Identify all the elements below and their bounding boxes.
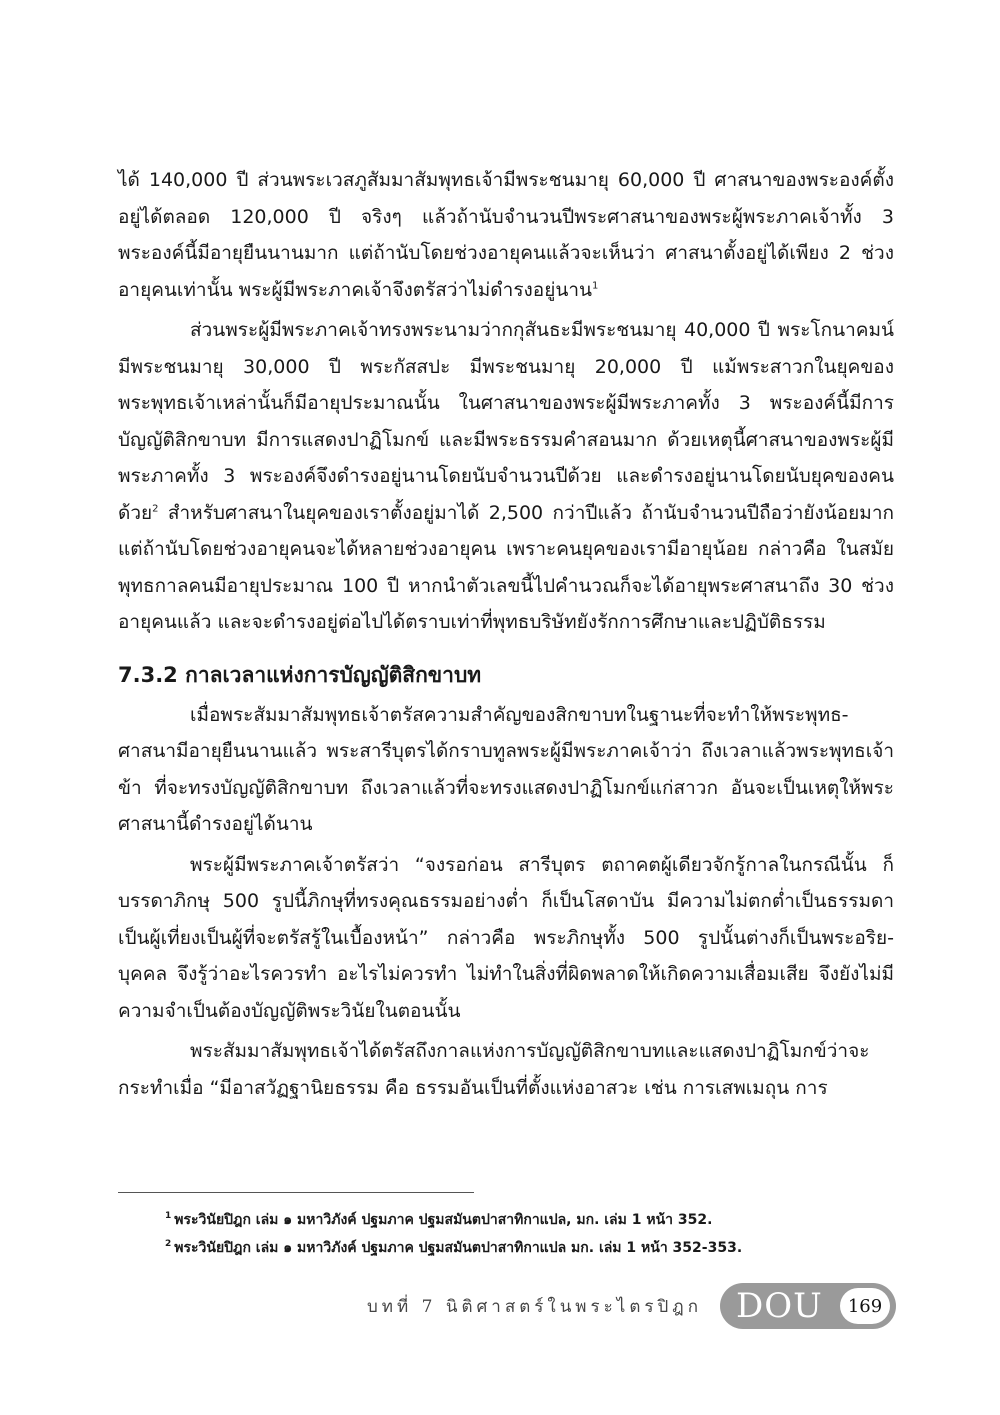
page-number: 169 (840, 1288, 890, 1324)
footnote-text-1: พระวินัยปิฎก เล่ม ๑ มหาวิภังค์ ปฐมภาค ปฐมสมันตปาสาทิกาแปล, มก. เล่ม 1 หน้า 352. (174, 1212, 713, 1228)
paragraph-2-text-b: สำหรับศาสนาในยุคของเราตั้งอยู่มาได้ 2,500 กว่าปีแล้ว ถ้านับจำนวนปีถือว่ายังน้อยมาก แต่ถ้านับโดยช่วงอายุคนจะได้หลายช่วงอายุคน เพราะคนยุคของเรามีอายุน้อย กล่าวคือ ในสมัยพุทธกาลคนมีอายุประมาณ 100 ปี หากนำตัวเลขนี้ไปคำนวณก็จะได้อายุพระศาสนาถึง 30 ช่วงอายุคนแล้ว และจะดำรงอยู่ต่อไปได้ตราบเท่าที่พุทธบริษัทยังรักการศึกษาและปฏิบัติธรรม (118, 501, 894, 633)
paragraph-1-text: ได้ 140,000 ปี ส่วนพระเวสภูสัมมาสัมพุทธเจ้ามีพระชนมายุ 60,000 ปี ศาสนาของพระองค์ตั้งอยู่ได้ตลอด 120,000 ปี จริงๆ แล้วถ้านับจำนวนปีพระศาสนาของพระผู้พระภาคเจ้าทั้ง 3 พระองค์นี้มีอายุยืนนานมาก แต่ถ้านับโดยช่วงอายุคนแล้วจะเห็นว่า ศาสนาตั้งอยู่ได้เพียง 2 ช่วงอายุคนเท่านั้น พระผู้มีพระภาคเจ้าจึงตรัสว่าไม่ดำรงอยู่นาน (118, 169, 894, 301)
footnote-text-2: พระวินัยปิฎก เล่ม ๑ มหาวิภังค์ ปฐมภาค ปฐมสมันตปาสาทิกาแปล มก. เล่ม 1 หน้า 352-353. (174, 1240, 743, 1256)
paragraph-2 (118, 312, 894, 641)
paragraph-3: เมื่อพระสัมมาสัมพุทธเจ้าตรัสความสำคัญของสิกขาบทในฐานะที่จะทำให้พระพุทธ-ศาสนามีอายุยืนนานแล้ว พระสารีบุตรได้กราบทูลพระผู้มีพระภาคเจ้าว่า ถึงเวลาแล้วพระพุทธเจ้าข้า ที่จะทรงบัญญัติสิกขาบท ถึงเวลาแล้วที่จะทรงแสดงปาฏิโมกข์แก่สาวก อันจะเป็นเหตุให้พระศาสนานี้ดำรงอยู่ได้นาน (118, 703, 894, 835)
footnote-mark-1: 1 (165, 1211, 172, 1222)
paragraph-5: พระสัมมาสัมพุทธเจ้าได้ตรัสถึงกาลแห่งการบัญญัติสิกขาบทและแสดงปาฏิโมกข์ว่าจะกระทำเมื่อ “มีอาสวัฏฐานิยธรรม คือ ธรรมอันเป็นที่ตั้งแห่งอาสวะ เช่น การเสพเมถุน การ (118, 1040, 870, 1099)
page-footer (367, 1281, 896, 1331)
dou-logo: DOU (736, 1286, 823, 1326)
paragraph-4: พระผู้มีพระภาคเจ้าตรัสว่า “จงรอก่อน สารีบุตร ตถาคตผู้เดียวจักรู้กาลในกรณีนั้น ก็บรรดาภิกษุ 500 รูปนี้ภิกษุที่ทรงคุณธรรมอย่างต่ำ ก็เป็นโสดาบัน มีความไม่ตกต่ำเป็นธรรมดาเป็นผู้เที่ยงเป็นผู้ที่จะตรัสรู้ในเบื้องหน้า” กล่าวคือ พระภิกษุทั้ง 500 รูปนั้นต่างก็เป็นพระอริย-บุคคล จึงรู้ว่าอะไรควรทำ อะไรไม่ควรทำ ไม่ทำในสิ่งที่ผิดพลาดให้เกิดความเสื่อมเสีย จึงยังไม่มีความจำเป็นต้องบัญญัติพระวินัยในตอนนั้น (118, 853, 894, 1022)
footnotes (165, 1206, 905, 1262)
footnote-ref-2[interactable]: 2 (152, 503, 159, 515)
footnote-2 (165, 1234, 905, 1262)
footnote-ref-1[interactable]: 1 (592, 280, 599, 292)
footnote-mark-2: 2 (165, 1239, 172, 1250)
body-text (118, 162, 894, 1110)
section-heading: 7.3.2 กาลเวลาแห่งการบัญญัติสิกขาบท (118, 662, 482, 687)
paragraph-1 (118, 162, 894, 308)
paragraph-2-text-a: ส่วนพระผู้มีพระภาคเจ้าทรงพระนามว่ากกุสันธะมีพระชนมายุ 40,000 ปี พระโกนาคมน์ มีพระชนมายุ 30,000 ปี พระกัสสปะ มีพระชนมายุ 20,000 ปี แม้พระสาวกในยุคของพระพุทธเจ้าเหล่านั้นก็มีอายุประมาณนั้น ในศาสนาของพระผู้มีพระภาคทั้ง 3 พระองค์นี้มีการบัญญัติสิกขาบท มีการแสดงปาฏิโมกข์ และมีพระธรรมคำสอนมาก ด้วยเหตุนี้ศาสนาของพระผู้มีพระภาคทั้ง 3 พระองค์จึงดำรงอยู่นานโดยนับจำนวนปีด้วย และดำรงอยู่นานโดยนับยุคของคนด้วย (118, 319, 894, 524)
footnote-1 (165, 1206, 905, 1234)
footnote-divider (118, 1192, 474, 1193)
chapter-title: บทที่ 7 นิติศาสตร์ในพระไตรปิฎก (367, 1296, 702, 1317)
publisher-badge (720, 1283, 896, 1329)
